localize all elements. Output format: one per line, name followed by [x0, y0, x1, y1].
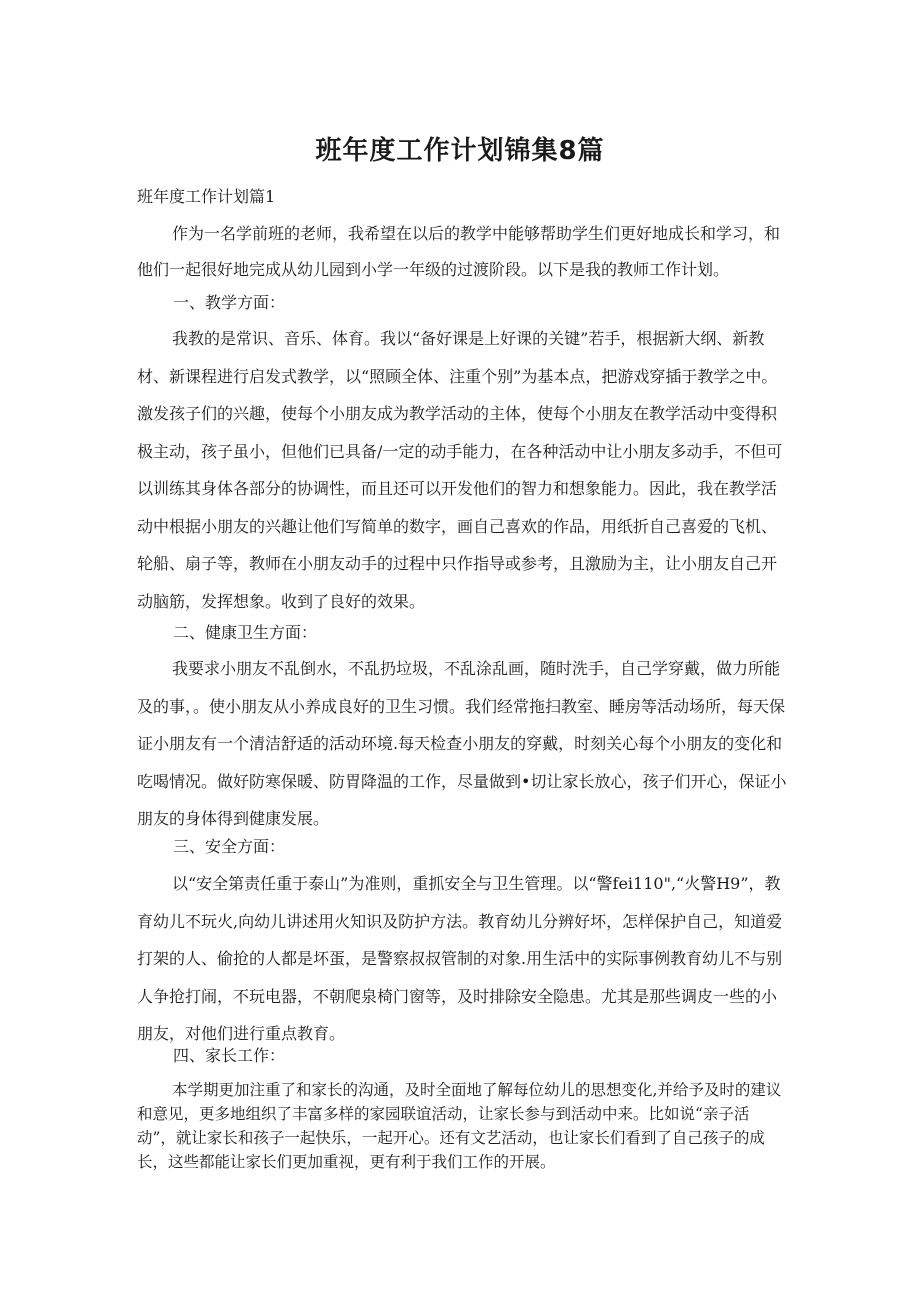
intro-paragraph: 作为一名学前班的老师，我希望在以后的教学中能够帮助学生们更好地成长和学习，和他们一起很好地完成从幼儿园到小学一年级的过渡阶段。以下是我的教师工作计划。 — [137, 224, 781, 279]
heading-teaching: 一、教学方面： — [173, 293, 286, 312]
paragraph-health: 我要求小朋友不乱倒水，不乱扔垃圾，不乱涂乱画，随时洗手，自己学穿戴，做力所能及的事，。使小朋友从小养成良好的卫生习惯。我们经常拖扫教室、睡房等活动场所，每天保证小朋友有一个清洁舒适的活动环境.每天检查小朋友的穿戴，时刻关心每个小朋友的变化和吃喝情况。做好防寒保暖、防胃降温的工作，尽量做到•切让家长放心，孩子们开心，保证小朋友的身体得到健康发展。 — [137, 659, 787, 828]
heading-safety: 三、安全方面： — [173, 837, 286, 856]
paragraph-parents: 本学期更加注重了和家长的沟通，及时全面地了解每位幼儿的思想变化,并给予及时的建议和意见，更多地组织了丰富多样的家园联谊活动，让家长参与到活动中来。比如说“亲子活动”，就让家长和孩子一起快乐，一起开心。还有文艺活动，也让家长们看到了自己孩子的成长，这些都能让家长们更加重视，更有利于我们工作的开展。 — [137, 1081, 782, 1171]
section-subtitle: 班年度工作计划篇1 — [137, 187, 276, 206]
paragraph-safety: 以“安全第责任重于泰山”为准则，重抓安全与卫生管理。以“警fei110",“火警H9”，教育幼儿不玩火,向幼儿讲述用火知识及防护方法。教育幼儿分辨好坏，怎样保护自己，知道爱打架的人、偷抢的人都是坏蛋，是警察叔叔管制的对象.用生活中的实际事例教育幼儿不与别人争抢打闹，不玩电器，不朝爬泉椅门窗等，及时排除安全隐患。尤其是那些调皮一些的小朋友，对他们进行重点教育。 — [137, 874, 783, 1043]
page-title: 班年度工作计划锦集8篇 — [315, 136, 605, 166]
paragraph-teaching: 我教的是常识、音乐、体育。我以“备好课是上好课的关键”若手，根据新大纲、新教材、新课程进行启发式教学，以“照顾全体、注重个别”为基本点，把游戏穿插于教学之中。激发孩子们的兴趣，使每个小朋友成为教学活动的主体，使每个小朋友在教学活动中变得积极主动，孩子虽小，但他们已具备/一定的动手能力，在各种活动中让小朋友多动手，不但可以训练其身体各部分的协调性，而且还可以开发他们的智力和想象能力。因此，我在教学活动中根据小朋友的兴趣让他们写简单的数字，画自己喜欢的作品，用纸折自己喜爱的飞机、轮船、扇子等，教师在小朋友动手的过程中只作指导或参考，且激励为主，让小朋友自己开动脑筋，发挥想象。收到了良好的效果。 — [137, 329, 783, 611]
heading-health: 二、健康卫生方面： — [173, 623, 318, 642]
heading-parents: 四、家长工作： — [173, 1046, 286, 1065]
